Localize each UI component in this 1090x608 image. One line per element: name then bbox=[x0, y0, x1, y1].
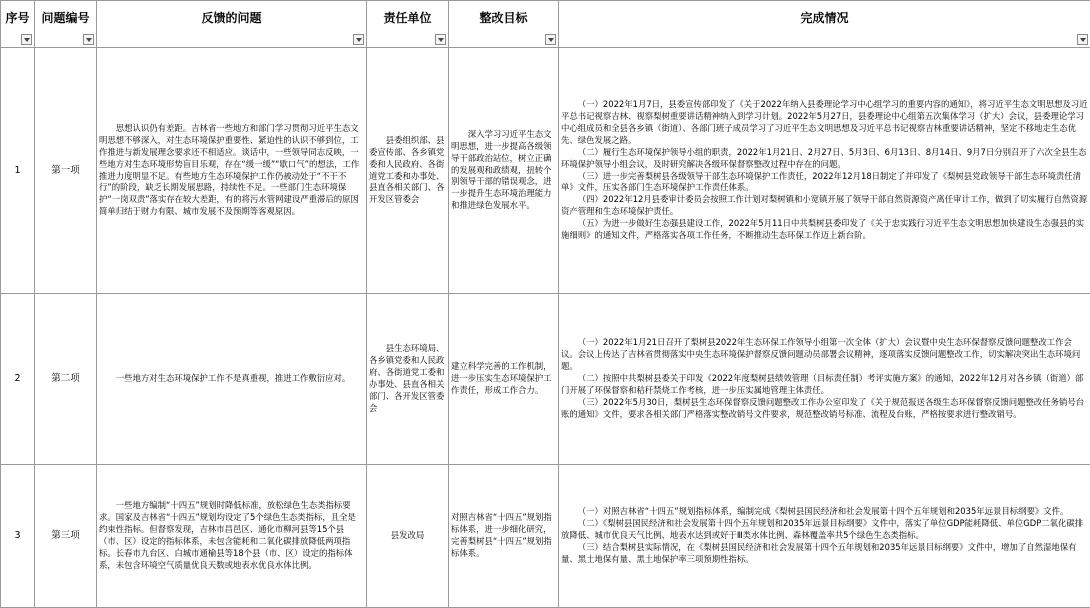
filter-dropdown-icon[interactable] bbox=[21, 34, 32, 45]
code-cell: 第三项 bbox=[35, 465, 97, 608]
problem-cell: 一些地方编制“十四五”规划时降低标准，放松绿色生态类指标要求。国家及吉林省“十四五”规划均设定了5个绿色生态类指标，且全是约束性指标。但督察发现，吉林市昌邑区、通化市柳河县等15个县（市、区）设定的指标体系，未包含能耗和二氧化碳排放降低两项指标。长春市九台区、白城市通榆县等18个县（市、区）设定的指标体系，未包含环境空气质量优良天数或地表水优良水体比例。 bbox=[97, 465, 367, 608]
problem-cell: 一些地方对生态环境保护工作不是真重视，推进工作敷衍应对。 bbox=[97, 294, 367, 465]
filter-dropdown-icon[interactable] bbox=[1077, 34, 1088, 45]
unit-cell: 县委组织部、县委宣传部、各乡镇党委和人民政府、各街道党工委和办事处、县直各相关部门、各开发区管委会 bbox=[367, 48, 449, 294]
unit-cell: 县发改局 bbox=[367, 465, 449, 608]
status-cell: （一）对照吉林省“十四五”规划指标体系，编制完成《梨树县国民经济和社会发展第十四个五年规划和2035年远景目标纲要》文件。 （二）《梨树县国民经济和社会发展第十四个五年规划和2035年远景目标纲要》文件中，落实了单位GDP能耗降低、单位GDP二氧化碳排放降低、城市优良天气比例、地表水达到或好于Ⅲ类水体比例、森林覆盖率共5个绿色生态类指标。 （三）结合梨树县实际情况，在《梨树县国民经济和社会发展第十四个五年规划和2035年远景目标纲要》文件中，增加了自然湿地保有量、黑土地保有量、黑土地保护率三项预期性指标。 bbox=[559, 465, 1090, 608]
filter-dropdown-icon[interactable] bbox=[83, 34, 94, 45]
filter-dropdown-icon[interactable] bbox=[435, 34, 446, 45]
header-goal: 整改目标 bbox=[449, 1, 559, 48]
filter-dropdown-icon[interactable] bbox=[545, 34, 556, 45]
code-cell: 第二项 bbox=[35, 294, 97, 465]
header-problem: 反馈的问题 bbox=[97, 1, 367, 48]
unit-cell: 县生态环境局、各乡镇党委和人民政府、各街道党工委和办事处、县直各相关部门、各开发区管委会 bbox=[367, 294, 449, 465]
header-status: 完成情况 bbox=[559, 1, 1090, 48]
seq-cell: 1 bbox=[1, 48, 35, 294]
code-cell: 第一项 bbox=[35, 48, 97, 294]
header-unit: 责任单位 bbox=[367, 1, 449, 48]
problem-cell: 思想认识仍有差距。吉林省一些地方和部门学习贯彻习近平生态文明思想不够深入，对生态环境保护重要性、紧迫性的认识不够到位，工作推进与新发展理念要求还不相适应。谈话中，一些领导同志反映，一些地方对生态环境形势盲目乐观，存在“缓一缓”“歇口气”的想法，工作推进力度明显不足。有些地方生态环境保护工作仍被动处于“不干不行”的阶段，缺乏长期发展思路，持续性不足。一些部门生态环境保护“一岗双责”落实存在较大差距，有的将污水管网建设严重滞后的原因简单归结于财力有限、城市发展不及预期等客观原因。 bbox=[97, 48, 367, 294]
table-row bbox=[1, 465, 1090, 608]
table-row bbox=[1, 48, 1090, 294]
header-row bbox=[1, 1, 1090, 48]
header-code: 问题编号 bbox=[35, 1, 97, 48]
goal-cell: 深入学习习近平生态文明思想，进一步提高各级领导干部政治站位，树立正确的发展观和政绩观，扭转个别领导干部的错误观念，进一步提升生态环境治理能力和推进绿色发展水平。 bbox=[449, 48, 559, 294]
status-cell: （一）2022年1月7日，县委宣传部印发了《关于2022年纳入县委理论学习中心组学习的重要内容的通知》，将习近平生态文明思想及习近平总书记视察吉林、视察梨树重要讲话精神纳入到学习计划。2022年5月27日，县委理论中心组第五次集体学习（扩大）会议，县委理论学习中心组成员和全县各乡镇（街道）、各部门班子成员学习了习近平生态文明思想及习近平总书记视察吉林重要讲话精神，坚定不移地走生态优先、绿色发展之路。 （二）履行生态环境保护领导小组的职责，2022年1月21日、2月27日、5月3日、6月13日、8月14日、9月7日分别召开了六次全县生态环境保护领导小组会议，及时研究解决各级环保督察整改过程中存在的问题。 （三）进一步完善梨树县各级领导干部生态环境保护工作责任，2022年12月18日制定了并印发了《梨树县党政领导干部生态环境责任清单》文件，压实各部门生态环境保护工作责任体系。 （四）2022年12月县委审计委员会按照工作计划对梨树镇和小宽镇开展了领导干部自然资源资产离任审计工作，做到了切实履行自然资源资产管理和生态环境保护责任。 （五）为进一步做好生态强县建设工作，2022年5月11日中共梨树县委印发了《关于忠实践行习近平生态文明思想加快建设生态强县的实施细则》的通知文件，严格落实各项工作任务，不断推动生态环保工作迈上新台阶。 bbox=[559, 48, 1090, 294]
table-row bbox=[1, 294, 1090, 465]
header-seq: 序号 bbox=[1, 1, 35, 48]
filter-dropdown-icon[interactable] bbox=[353, 34, 364, 45]
goal-cell: 对照吉林省“十四五”规划指标体系，进一步细化研究，完善梨树县“十四五”规划指标体系。 bbox=[449, 465, 559, 608]
seq-cell: 2 bbox=[1, 294, 35, 465]
seq-cell: 3 bbox=[1, 465, 35, 608]
status-cell: （一）2022年1月21日召开了梨树县2022年生态环保工作领导小组第一次全体（扩大）会议暨中央生态环保督察反馈问题整改工作会议。会议上传达了吉林省贯彻落实中央生态环境保护督察反馈问题动员部署会议精神，逐项落实反馈问题整改工作，切实解决突出生态环境问题。 （二）按照中共梨树县委关于印发《2022年度梨树县绩效管理（目标责任制）考评实施方案》的通知，2022年12月对各乡镇（街道）部门开展了环保督察和秸秆禁烧工作考核，进一步压实属地管理主体责任。 （三）2022年5月30日，梨树县生态环保督察反馈问题整改工作办公室印发了《关于规范报送各级生态环保督察反馈问题整改任务销号台账的通知》文件，要求各相关部门严格落实整改销号文件要求，规范整改销号标准、流程及台账，严格按要求进行整改销号。 bbox=[559, 294, 1090, 465]
goal-cell: 建立科学完善的工作机制，进一步压实生态环境保护工作责任，形成工作合力。 bbox=[449, 294, 559, 465]
